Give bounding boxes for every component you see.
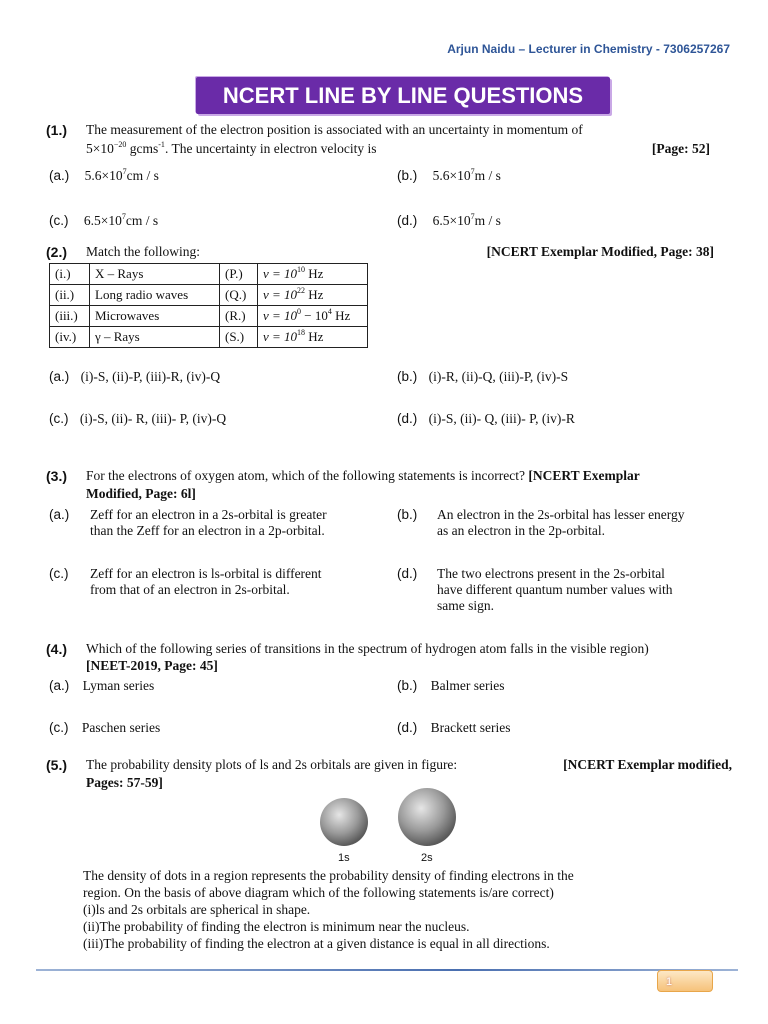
option-text: Brackett series [430,720,511,735]
q3-option-c[interactable] [49,566,322,598]
q1-unit-exp: -1 [158,140,165,149]
statement-line: (iii)The probability of finding the electron at a given distance is equal in all directions. [83,936,550,951]
option-line: than the Zeff for an electron in a 2p-orbital. [90,523,325,538]
question-3-reference: [NCERT Exemplar [528,468,640,483]
option-text: (i)-R, (ii)-Q, (iii)-P, (iv)-S [428,369,569,384]
option-line: from that of an electron in 2s-orbital. [90,582,290,597]
statement-line: The density of dots in a region represents the probability density of finding electrons in the [83,868,574,883]
table-row [50,306,368,327]
table-row [50,264,368,285]
table-cell: Long radio waves [90,285,220,306]
question-2-text: Match the following: [86,244,200,259]
option-text: (i)-S, (ii)-P, (iii)-R, (iv)-Q [80,369,221,384]
question-3-text [86,468,732,484]
option-label: (c.) [49,720,69,735]
page-title-banner: NCERT LINE BY LINE QUESTIONS [196,77,610,114]
freq-base: ν = 10 [263,287,298,302]
table-cell: (i.) [50,264,90,285]
q1-option-a[interactable] [49,168,159,184]
footer-divider [36,969,738,971]
table-row [50,285,368,306]
1s-orbital-sphere [320,798,368,846]
freq-unit: Hz [305,329,324,344]
option-unit: m / s [474,213,501,228]
q1-option-c[interactable] [49,213,158,229]
table-cell: (Q.) [220,285,258,306]
question-4-text: Which of the following series of transitions in the spectrum of hydrogen atom falls in the visible region) [86,641,649,656]
q4-option-a[interactable] [49,678,154,694]
option-label: (d.) [397,720,418,735]
question-3-reference-cont: Modified, Page: 6l] [86,486,196,501]
statement-line: region. On the basis of above diagram which of the following statements is/are correct) [83,885,554,900]
option-label: (c.) [49,566,69,581]
freq-exp: 18 [297,328,306,337]
question-5-body: The probability density plots of ls and 2s orbitals are given in figure: [86,757,458,772]
q1-unit: gcms [126,141,159,156]
2s-orbital-sphere [398,788,456,846]
q1-text-tail: . The uncertainty in electron velocity is [164,141,377,156]
orbital-figure [310,785,470,855]
question-5-text [86,757,732,773]
q1-mantissa: 5×10 [86,141,114,156]
option-exp: 7 [470,167,475,176]
match-table [49,263,368,348]
freq-exp: 0 [297,307,302,316]
question-2-reference: [NCERT Exemplar Modified, Page: 38] [486,244,714,259]
freq-mid: − 10 [301,308,328,323]
table-cell: (P.) [220,264,258,285]
freq-exp: 10 [297,265,306,274]
orbital-label-2s: 2s [421,852,433,864]
option-text: (i)-S, (ii)- R, (iii)- P, (iv)-Q [79,411,227,426]
q3-option-b[interactable] [397,507,685,539]
q3-option-a[interactable] [49,507,327,539]
table-cell-freq [258,327,368,348]
option-unit: cm / s [126,168,159,183]
option-label: (d.) [397,411,418,426]
table-cell: γ – Rays [90,327,220,348]
question-number-5: (5.) [46,757,67,773]
freq-base: ν = 10 [263,266,298,281]
option-mantissa: 5.6×10 [84,168,123,183]
q1-option-d[interactable] [397,213,501,229]
question-number-4: (4.) [46,641,67,657]
q3-option-d[interactable] [397,566,673,614]
question-5-reference: [NCERT Exemplar modified, [563,757,732,772]
table-cell-freq [258,264,368,285]
table-cell-freq [258,306,368,327]
freq-unit: Hz [305,266,324,281]
page-number: 1 [657,970,713,992]
option-label: (c.) [49,411,69,426]
statement-line: (i)ls and 2s orbitals are spherical in shape. [83,902,311,917]
table-cell-freq [258,285,368,306]
option-text: Balmer series [430,678,505,693]
question-number-2: (2.) [46,244,67,260]
statement-line: (ii)The probability of finding the electron is minimum near the nucleus. [83,919,470,934]
option-line: same sign. [437,598,494,613]
q2-option-c[interactable] [49,411,226,427]
option-label: (b.) [397,168,418,183]
table-cell: (S.) [220,327,258,348]
option-exp: 7 [121,212,126,221]
option-mantissa: 6.5×10 [432,213,471,228]
option-exp: 7 [122,167,127,176]
q1-option-b[interactable] [397,168,501,184]
option-label: (c.) [49,213,69,228]
table-cell: (ii.) [50,285,90,306]
option-label: (a.) [49,168,70,183]
freq-unit: Hz [331,308,351,323]
freq-exp-2: 4 [327,307,332,316]
option-text: Paschen series [81,720,161,735]
option-mantissa: 6.5×10 [83,213,122,228]
q4-option-c[interactable] [49,720,160,736]
table-cell: X – Rays [90,264,220,285]
table-row [50,327,368,348]
question-5-reference-cont: Pages: 57-59] [86,775,163,790]
option-line: have different quantum number values with [437,582,673,597]
option-line: as an electron in the 2p-orbital. [437,523,605,538]
table-cell: (R.) [220,306,258,327]
table-cell: (iv.) [50,327,90,348]
question-1-text [86,122,732,138]
option-label: (b.) [397,369,418,384]
option-line: An electron in the 2s-orbital has lesser energy [437,507,685,522]
q1-exp: −20 [113,140,127,149]
option-text: (i)-S, (ii)- Q, (iii)- P, (iv)-R [428,411,575,426]
option-unit: m / s [474,168,501,183]
option-label: (a.) [49,507,70,522]
option-label: (d.) [397,213,418,228]
freq-exp: 22 [297,286,306,295]
table-cell: Microwaves [90,306,220,327]
option-exp: 7 [470,212,475,221]
freq-base: ν = 10 [263,308,298,323]
freq-base: ν = 10 [263,329,298,344]
question-1-line-2 [86,141,732,157]
question-1-line-1: The measurement of the electron position is associated with an uncertainty in momentum of [86,122,583,137]
option-label: (b.) [397,678,418,693]
question-1-reference: [Page: 52] [651,141,710,156]
question-number-3: (3.) [46,468,67,484]
option-text: Lyman series [82,678,155,693]
freq-unit: Hz [305,287,324,302]
question-number-1: (1.) [46,122,67,138]
option-label: (b.) [397,507,418,522]
option-label: (a.) [49,369,70,384]
option-line: Zeff for an electron is ls-orbital is different [90,566,322,581]
q2-option-b[interactable] [397,369,568,385]
question-3-body: For the electrons of oxygen atom, which of the following statements is incorrect? [86,468,526,483]
question-5-statements [83,867,574,952]
question-4-reference: [NEET-2019, Page: 45] [86,658,218,673]
option-line: The two electrons present in the 2s-orbital [437,566,665,581]
option-line: Zeff for an electron in a 2s-orbital is greater [90,507,327,522]
option-label: (a.) [49,678,70,693]
orbital-label-1s: 1s [338,852,350,864]
q4-option-d[interactable] [397,720,510,736]
table-cell: (iii.) [50,306,90,327]
option-label: (d.) [397,566,418,581]
q2-option-d[interactable] [397,411,575,427]
q2-option-a[interactable] [49,369,220,385]
q4-option-b[interactable] [397,678,504,694]
option-mantissa: 5.6×10 [432,168,471,183]
author-header: Arjun Naidu – Lecturer in Chemistry - 7306257267 [447,42,730,56]
option-unit: cm / s [125,213,159,228]
